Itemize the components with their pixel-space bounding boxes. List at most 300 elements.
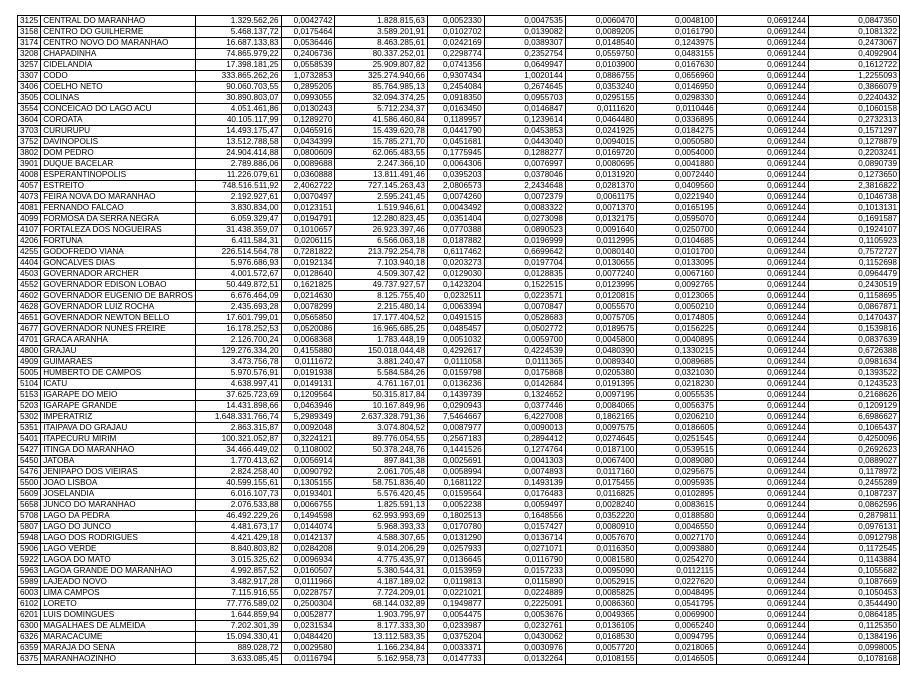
- index-6-cell: 0,0691244: [716, 445, 808, 456]
- municipality-code-cell: 4073: [18, 192, 41, 203]
- index-5-cell: 0,0102895: [637, 489, 716, 500]
- index-total-cell: 0,6726388: [808, 346, 899, 357]
- index-3-cell: 0,2225091: [484, 599, 565, 610]
- index-4-cell: 0,0241925: [565, 126, 636, 137]
- municipality-name-cell: DOM PEDRO: [41, 148, 196, 159]
- municipality-code-cell: 5989: [18, 577, 41, 588]
- index-2-cell: 0,0395203: [427, 170, 484, 181]
- value-2-cell: 5.584.584,26: [335, 368, 428, 379]
- municipality-code-cell: 6359: [18, 643, 41, 654]
- value-2-cell: 8.125.755,40: [335, 291, 428, 302]
- municipality-code-cell: 4057: [18, 181, 41, 192]
- index-2-cell: 0,1441526: [427, 445, 484, 456]
- value-2-cell: 3.881.240,47: [335, 357, 428, 368]
- index-1-cell: 0,0463946: [281, 401, 335, 412]
- municipality-name-cell: MARACACUME: [41, 632, 196, 643]
- municipality-name-cell: ITINGA DO MARANHAO: [41, 445, 196, 456]
- index-3-cell: 0,1288277: [484, 148, 565, 159]
- index-6-cell: 0,0691244: [716, 104, 808, 115]
- value-1-cell: 13.512.788,58: [195, 137, 281, 148]
- index-4-cell: 0,0097195: [565, 390, 636, 401]
- index-1-cell: 0,0565850: [281, 313, 335, 324]
- municipality-name-cell: GRAJAU: [41, 346, 196, 357]
- index-3-cell: 0,1522515: [484, 280, 565, 291]
- index-3-cell: 0,0157427: [484, 522, 565, 533]
- table-row: [18, 82, 900, 93]
- municipality-code-cell: 4552: [18, 280, 41, 291]
- index-6-cell: 0,0691244: [716, 412, 808, 423]
- index-6-cell: 0,0691244: [716, 511, 808, 522]
- index-6-cell: 0,0691244: [716, 159, 808, 170]
- index-1-cell: 0,0465916: [281, 126, 335, 137]
- index-1-cell: 0,0149131: [281, 379, 335, 390]
- value-1-cell: 4.638.997,41: [195, 379, 281, 390]
- index-3-cell: 0,0430062: [484, 632, 565, 643]
- value-1-cell: 16.687.133,83: [195, 38, 281, 49]
- municipality-code-cell: 5963: [18, 566, 41, 577]
- index-1-cell: 0,0090792: [281, 467, 335, 478]
- index-5-cell: 0,1330215: [637, 346, 716, 357]
- index-6-cell: 0,0691244: [716, 643, 808, 654]
- index-total-cell: 0,1539816: [808, 324, 899, 335]
- municipality-name-cell: GOVERNADOR LUIZ ROCHA: [41, 302, 196, 313]
- index-total-cell: 0,1924107: [808, 225, 899, 236]
- index-1-cell: 0,0092048: [281, 423, 335, 434]
- index-total-cell: 0,1013131: [808, 203, 899, 214]
- index-2-cell: 0,0063394: [427, 302, 484, 313]
- index-2-cell: 0,0052238: [427, 500, 484, 511]
- index-total-cell: 0,2455289: [808, 478, 899, 489]
- index-1-cell: 0,0042742: [281, 16, 335, 27]
- index-1-cell: 2,4062722: [281, 181, 335, 192]
- value-1-cell: 6.059.329,47: [195, 214, 281, 225]
- index-4-cell: 0,0116825: [565, 489, 636, 500]
- municipality-code-cell: 3158: [18, 27, 41, 38]
- index-6-cell: 0,0691244: [716, 379, 808, 390]
- index-total-cell: 0,1143884: [808, 555, 899, 566]
- value-1-cell: 77.776.589,02: [195, 599, 281, 610]
- index-3-cell: 0,0502772: [484, 324, 565, 335]
- table-row: [18, 93, 900, 104]
- value-2-cell: 80.337.252,01: [335, 49, 428, 60]
- value-1-cell: 1.648.331.766,74: [195, 412, 281, 423]
- municipality-name-cell: IMPERATRIZ: [41, 412, 196, 423]
- index-3-cell: 6,4227008: [484, 412, 565, 423]
- index-total-cell: 0,2168626: [808, 390, 899, 401]
- index-total-cell: 0,1087669: [808, 577, 899, 588]
- value-2-cell: 4.775.435,97: [335, 555, 428, 566]
- index-5-cell: 0,0206210: [637, 412, 716, 423]
- index-1-cell: 0,0096934: [281, 555, 335, 566]
- index-6-cell: 0,0691244: [716, 115, 808, 126]
- index-5-cell: 0,0156225: [637, 324, 716, 335]
- municipality-name-cell: IGARAPE DO MEIO: [41, 390, 196, 401]
- index-3-cell: 0,0528683: [484, 313, 565, 324]
- index-5-cell: 0,0295675: [637, 467, 716, 478]
- value-1-cell: 31.438.359,07: [195, 225, 281, 236]
- index-6-cell: 0,0691244: [716, 82, 808, 93]
- index-total-cell: 0,1209129: [808, 401, 899, 412]
- index-2-cell: 0,0064306: [427, 159, 484, 170]
- value-1-cell: 5.970.576,91: [195, 368, 281, 379]
- index-1-cell: 0,1209564: [281, 390, 335, 401]
- index-total-cell: 0,4092904: [808, 49, 899, 60]
- value-2-cell: 9.014.206,29: [335, 544, 428, 555]
- municipality-code-cell: 6326: [18, 632, 41, 643]
- index-5-cell: 0,0123065: [637, 291, 716, 302]
- value-1-cell: 4.421.429,18: [195, 533, 281, 544]
- municipality-name-cell: GODOFREDO VIANA: [41, 247, 196, 258]
- index-2-cell: 0,0770388: [427, 225, 484, 236]
- index-total-cell: 0,1243523: [808, 379, 899, 390]
- index-6-cell: 0,0691244: [716, 401, 808, 412]
- index-6-cell: 0,0691244: [716, 203, 808, 214]
- index-5-cell: 0,0321030: [637, 368, 716, 379]
- index-1-cell: 0,7281822: [281, 247, 335, 258]
- index-4-cell: 0,0052915: [565, 577, 636, 588]
- municipality-code-cell: 3505: [18, 93, 41, 104]
- index-3-cell: 0,0072379: [484, 192, 565, 203]
- index-5-cell: 0,0186605: [637, 423, 716, 434]
- index-2-cell: 2,0806573: [427, 181, 484, 192]
- value-2-cell: 32.094.374,25: [335, 93, 428, 104]
- index-3-cell: 0,0232761: [484, 621, 565, 632]
- index-3-cell: 0,0136714: [484, 533, 565, 544]
- municipality-name-cell: COROATA: [41, 115, 196, 126]
- value-1-cell: 2.863.315,87: [195, 423, 281, 434]
- index-4-cell: 0,0057670: [565, 533, 636, 544]
- index-3-cell: 0,0041303: [484, 456, 565, 467]
- index-1-cell: 0,0029580: [281, 643, 335, 654]
- municipality-code-cell: 5922: [18, 555, 41, 566]
- municipality-name-cell: JENIPAPO DOS VIEIRAS: [41, 467, 196, 478]
- index-4-cell: 0,0094015: [565, 137, 636, 148]
- table-row: [18, 610, 900, 621]
- value-2-cell: 2.247.366,10: [335, 159, 428, 170]
- index-total-cell: 0,0890739: [808, 159, 899, 170]
- municipality-name-cell: GOVERNADOR EDISON LOBAO: [41, 280, 196, 291]
- index-4-cell: 0,0081580: [565, 555, 636, 566]
- value-2-cell: 1.783.448,19: [335, 335, 428, 346]
- index-3-cell: 0,0146847: [484, 104, 565, 115]
- municipality-name-cell: FEIRA NOVA DO MARANHAO: [41, 192, 196, 203]
- municipality-name-cell: COELHO NETO: [41, 82, 196, 93]
- table-row: [18, 533, 900, 544]
- table-row: [18, 313, 900, 324]
- index-total-cell: 0,1278879: [808, 137, 899, 148]
- index-5-cell: 0,0483155: [637, 49, 716, 60]
- municipality-name-cell: MARAJA DO SENA: [41, 643, 196, 654]
- index-6-cell: 0,0691244: [716, 302, 808, 313]
- index-6-cell: 0,0691244: [716, 368, 808, 379]
- municipality-name-cell: CODO: [41, 71, 196, 82]
- value-1-cell: 6.411.584,31: [195, 236, 281, 247]
- table-row: [18, 368, 900, 379]
- index-3-cell: 0,0197704: [484, 258, 565, 269]
- index-4-cell: 0,0055570: [565, 302, 636, 313]
- table-row: [18, 71, 900, 82]
- index-total-cell: 0,1273650: [808, 170, 899, 181]
- index-2-cell: 0,0025691: [427, 456, 484, 467]
- municipality-name-cell: JATOBA: [41, 456, 196, 467]
- index-3-cell: 0,0111365: [484, 357, 565, 368]
- index-1-cell: 0,0193401: [281, 489, 335, 500]
- index-1-cell: 0,0142137: [281, 533, 335, 544]
- index-6-cell: 0,0691244: [716, 610, 808, 621]
- index-5-cell: 0,0218065: [637, 643, 716, 654]
- index-3-cell: 0,2674645: [484, 82, 565, 93]
- value-1-cell: 3.473.756,78: [195, 357, 281, 368]
- municipality-code-cell: 6300: [18, 621, 41, 632]
- index-3-cell: 0,2352754: [484, 49, 565, 60]
- table-row: [18, 544, 900, 555]
- index-6-cell: 0,0691244: [716, 71, 808, 82]
- municipality-code-cell: 5658: [18, 500, 41, 511]
- municipality-code-cell: 4628: [18, 302, 41, 313]
- municipality-name-cell: ICATU: [41, 379, 196, 390]
- value-2-cell: 7.103.940,18: [335, 258, 428, 269]
- table-row: [18, 148, 900, 159]
- index-2-cell: 0,0221021: [427, 588, 484, 599]
- index-4-cell: 0,0117160: [565, 467, 636, 478]
- index-2-cell: 0,0102702: [427, 27, 484, 38]
- value-1-cell: 1.770.413,62: [195, 456, 281, 467]
- index-3-cell: 0,1648556: [484, 511, 565, 522]
- index-2-cell: 0,1802513: [427, 511, 484, 522]
- table-row: [18, 203, 900, 214]
- value-2-cell: 2.637.328.791,36: [335, 412, 428, 423]
- index-4-cell: 0,1862165: [565, 412, 636, 423]
- value-2-cell: 62.993.993,69: [335, 511, 428, 522]
- index-total-cell: 0,2473067: [808, 38, 899, 49]
- table-row: [18, 654, 900, 665]
- table-row: [18, 643, 900, 654]
- index-3-cell: 0,2894412: [484, 434, 565, 445]
- index-1-cell: 0,0536446: [281, 38, 335, 49]
- table-row: [18, 302, 900, 313]
- index-2-cell: 0,0485457: [427, 324, 484, 335]
- value-2-cell: 213.792.254,78: [335, 247, 428, 258]
- index-4-cell: 0,0091640: [565, 225, 636, 236]
- index-1-cell: 0,0214630: [281, 291, 335, 302]
- municipality-name-cell: LAGO DOS RODRIGUES: [41, 533, 196, 544]
- municipality-name-cell: LAJEADO NOVO: [41, 577, 196, 588]
- municipality-name-cell: ITAPECURU MIRIM: [41, 434, 196, 445]
- index-2-cell: 0,0491515: [427, 313, 484, 324]
- index-4-cell: 0,0295155: [565, 93, 636, 104]
- municipality-code-cell: 3901: [18, 159, 41, 170]
- municipality-name-cell: JOSELANDIA: [41, 489, 196, 500]
- index-4-cell: 0,0089340: [565, 357, 636, 368]
- table-row: [18, 478, 900, 489]
- index-2-cell: 0,0741356: [427, 60, 484, 71]
- municipality-code-cell: 5708: [18, 511, 41, 522]
- value-2-cell: 16.965.685,25: [335, 324, 428, 335]
- value-2-cell: 897.841,38: [335, 456, 428, 467]
- table-row: [18, 170, 900, 181]
- index-2-cell: 0,6117462: [427, 247, 484, 258]
- index-4-cell: 0,0097575: [565, 423, 636, 434]
- index-6-cell: 0,0691244: [716, 621, 808, 632]
- index-3-cell: 0,0175868: [484, 368, 565, 379]
- index-6-cell: 0,0691244: [716, 27, 808, 38]
- index-1-cell: 0,2895205: [281, 82, 335, 93]
- index-3-cell: 0,0142684: [484, 379, 565, 390]
- index-1-cell: 0,0231534: [281, 621, 335, 632]
- index-2-cell: 0,0054475: [427, 610, 484, 621]
- value-2-cell: 17.177.404,52: [335, 313, 428, 324]
- municipality-code-cell: 3125: [18, 16, 41, 27]
- index-3-cell: 0,0378046: [484, 170, 565, 181]
- index-5-cell: 0,0595070: [637, 214, 716, 225]
- index-3-cell: 2,2434648: [484, 181, 565, 192]
- index-1-cell: 0,0056914: [281, 456, 335, 467]
- index-total-cell: 0,0998005: [808, 643, 899, 654]
- municipality-name-cell: GOVERNADOR ARCHER: [41, 269, 196, 280]
- value-1-cell: 5.976.686,93: [195, 258, 281, 269]
- index-6-cell: 0,0691244: [716, 236, 808, 247]
- municipality-name-cell: DAVINOPOLIS: [41, 137, 196, 148]
- table-row: [18, 555, 900, 566]
- municipality-name-cell: GOVERNADOR NUNES FREIRE: [41, 324, 196, 335]
- municipality-code-cell: 4206: [18, 236, 41, 247]
- value-1-cell: 6.676.464,09: [195, 291, 281, 302]
- index-5-cell: 0,0050210: [637, 302, 716, 313]
- index-5-cell: 0,0656960: [637, 71, 716, 82]
- index-3-cell: 0,0273098: [484, 214, 565, 225]
- index-6-cell: 0,0691244: [716, 335, 808, 346]
- index-6-cell: 0,0691244: [716, 346, 808, 357]
- index-1-cell: 0,0993055: [281, 93, 335, 104]
- value-2-cell: 5.162.958,73: [335, 654, 428, 665]
- value-1-cell: 748.516.511,92: [195, 181, 281, 192]
- index-total-cell: 0,0964479: [808, 269, 899, 280]
- table-row: [18, 225, 900, 236]
- table-row: [18, 577, 900, 588]
- index-1-cell: 0,0111966: [281, 577, 335, 588]
- index-2-cell: 0,0136645: [427, 555, 484, 566]
- index-4-cell: 0,0130655: [565, 258, 636, 269]
- municipality-code-cell: 5005: [18, 368, 41, 379]
- index-1-cell: 0,0089688: [281, 159, 335, 170]
- municipality-name-cell: FORTALEZA DOS NOGUEIRAS: [41, 225, 196, 236]
- index-1-cell: 1,0732853: [281, 71, 335, 82]
- index-total-cell: 0,0981634: [808, 357, 899, 368]
- index-total-cell: 0,1065437: [808, 423, 899, 434]
- index-5-cell: 0,0083615: [637, 500, 716, 511]
- municipality-code-cell: 4107: [18, 225, 41, 236]
- index-4-cell: 0,0028240: [565, 500, 636, 511]
- index-5-cell: 0,0041880: [637, 159, 716, 170]
- index-6-cell: 0,0691244: [716, 269, 808, 280]
- index-3-cell: 0,0224889: [484, 588, 565, 599]
- municipality-name-cell: HUMBERTO DE CAMPOS: [41, 368, 196, 379]
- table-row: [18, 258, 900, 269]
- index-total-cell: 0,1384196: [808, 632, 899, 643]
- value-1-cell: 30.890.803,07: [195, 93, 281, 104]
- index-5-cell: 0,0161790: [637, 27, 716, 38]
- index-5-cell: 0,0027170: [637, 533, 716, 544]
- index-2-cell: 0,0351404: [427, 214, 484, 225]
- municipality-code-cell: 4677: [18, 324, 41, 335]
- value-2-cell: 1.903.795,97: [335, 610, 428, 621]
- index-1-cell: 0,0434399: [281, 137, 335, 148]
- index-2-cell: 0,0187882: [427, 236, 484, 247]
- value-1-cell: 7.202.301,39: [195, 621, 281, 632]
- index-total-cell: 0,0867871: [808, 302, 899, 313]
- index-6-cell: 0,0691244: [716, 478, 808, 489]
- index-2-cell: 0,0043492: [427, 203, 484, 214]
- municipality-name-cell: CIDELANDIA: [41, 60, 196, 71]
- municipality-name-cell: LAGO VERDE: [41, 544, 196, 555]
- index-5-cell: 0,0336895: [637, 115, 716, 126]
- index-2-cell: 0,0074260: [427, 192, 484, 203]
- index-5-cell: 0,0050580: [637, 137, 716, 148]
- index-1-cell: 0,0520086: [281, 324, 335, 335]
- index-5-cell: 0,0254270: [637, 555, 716, 566]
- value-1-cell: 50.449.872,51: [195, 280, 281, 291]
- index-6-cell: 0,0691244: [716, 291, 808, 302]
- index-2-cell: 0,0058994: [427, 467, 484, 478]
- value-2-cell: 3.074.804,52: [335, 423, 428, 434]
- index-2-cell: 7,5464667: [427, 412, 484, 423]
- index-1-cell: 0,0144074: [281, 522, 335, 533]
- municipality-code-cell: 6102: [18, 599, 41, 610]
- index-4-cell: 0,0049365: [565, 610, 636, 621]
- municipality-name-cell: CENTRO DO GUILHERME: [41, 27, 196, 38]
- municipality-name-cell: COLINAS: [41, 93, 196, 104]
- value-1-cell: 333.865.262,26: [195, 71, 281, 82]
- value-2-cell: 25.909.807,82: [335, 60, 428, 71]
- value-1-cell: 4.051.461,86: [195, 104, 281, 115]
- index-5-cell: 0,0104685: [637, 236, 716, 247]
- index-4-cell: 0,0071370: [565, 203, 636, 214]
- index-4-cell: 0,0120815: [565, 291, 636, 302]
- value-1-cell: 889.028,72: [195, 643, 281, 654]
- index-6-cell: 0,0691244: [716, 192, 808, 203]
- index-2-cell: 0,0153959: [427, 566, 484, 577]
- index-5-cell: 0,0048100: [637, 16, 716, 27]
- municipality-name-cell: FERNANDO FALCAO: [41, 203, 196, 214]
- municipality-code-cell: 3604: [18, 115, 41, 126]
- value-1-cell: 15.094.330,41: [195, 632, 281, 643]
- index-2-cell: 0,0242169: [427, 38, 484, 49]
- value-1-cell: 37.625.723,69: [195, 390, 281, 401]
- index-3-cell: 0,0030976: [484, 643, 565, 654]
- municipality-code-cell: 3752: [18, 137, 41, 148]
- municipality-code-cell: 3208: [18, 49, 41, 60]
- municipality-name-cell: ESPERANTINOPOLIS: [41, 170, 196, 181]
- index-total-cell: 6,6986627: [808, 412, 899, 423]
- index-1-cell: 0,0191938: [281, 368, 335, 379]
- index-4-cell: 0,0191395: [565, 379, 636, 390]
- value-1-cell: 8.840.803,82: [195, 544, 281, 555]
- index-2-cell: 0,2454084: [427, 82, 484, 93]
- municipality-name-cell: LAGOA GRANDE DO MARANHAO: [41, 566, 196, 577]
- index-4-cell: 0,0352220: [565, 511, 636, 522]
- index-6-cell: 0,0691244: [716, 588, 808, 599]
- value-2-cell: 58.751.836,40: [335, 478, 428, 489]
- index-5-cell: 0,0112115: [637, 566, 716, 577]
- index-3-cell: 0,1239614: [484, 115, 565, 126]
- index-3-cell: 0,0116790: [484, 555, 565, 566]
- index-total-cell: 0,2203241: [808, 148, 899, 159]
- index-4-cell: 0,0353240: [565, 82, 636, 93]
- index-5-cell: 0,0409560: [637, 181, 716, 192]
- index-1-cell: 0,0360888: [281, 170, 335, 181]
- index-6-cell: 0,0691244: [716, 170, 808, 181]
- index-1-cell: 0,1010657: [281, 225, 335, 236]
